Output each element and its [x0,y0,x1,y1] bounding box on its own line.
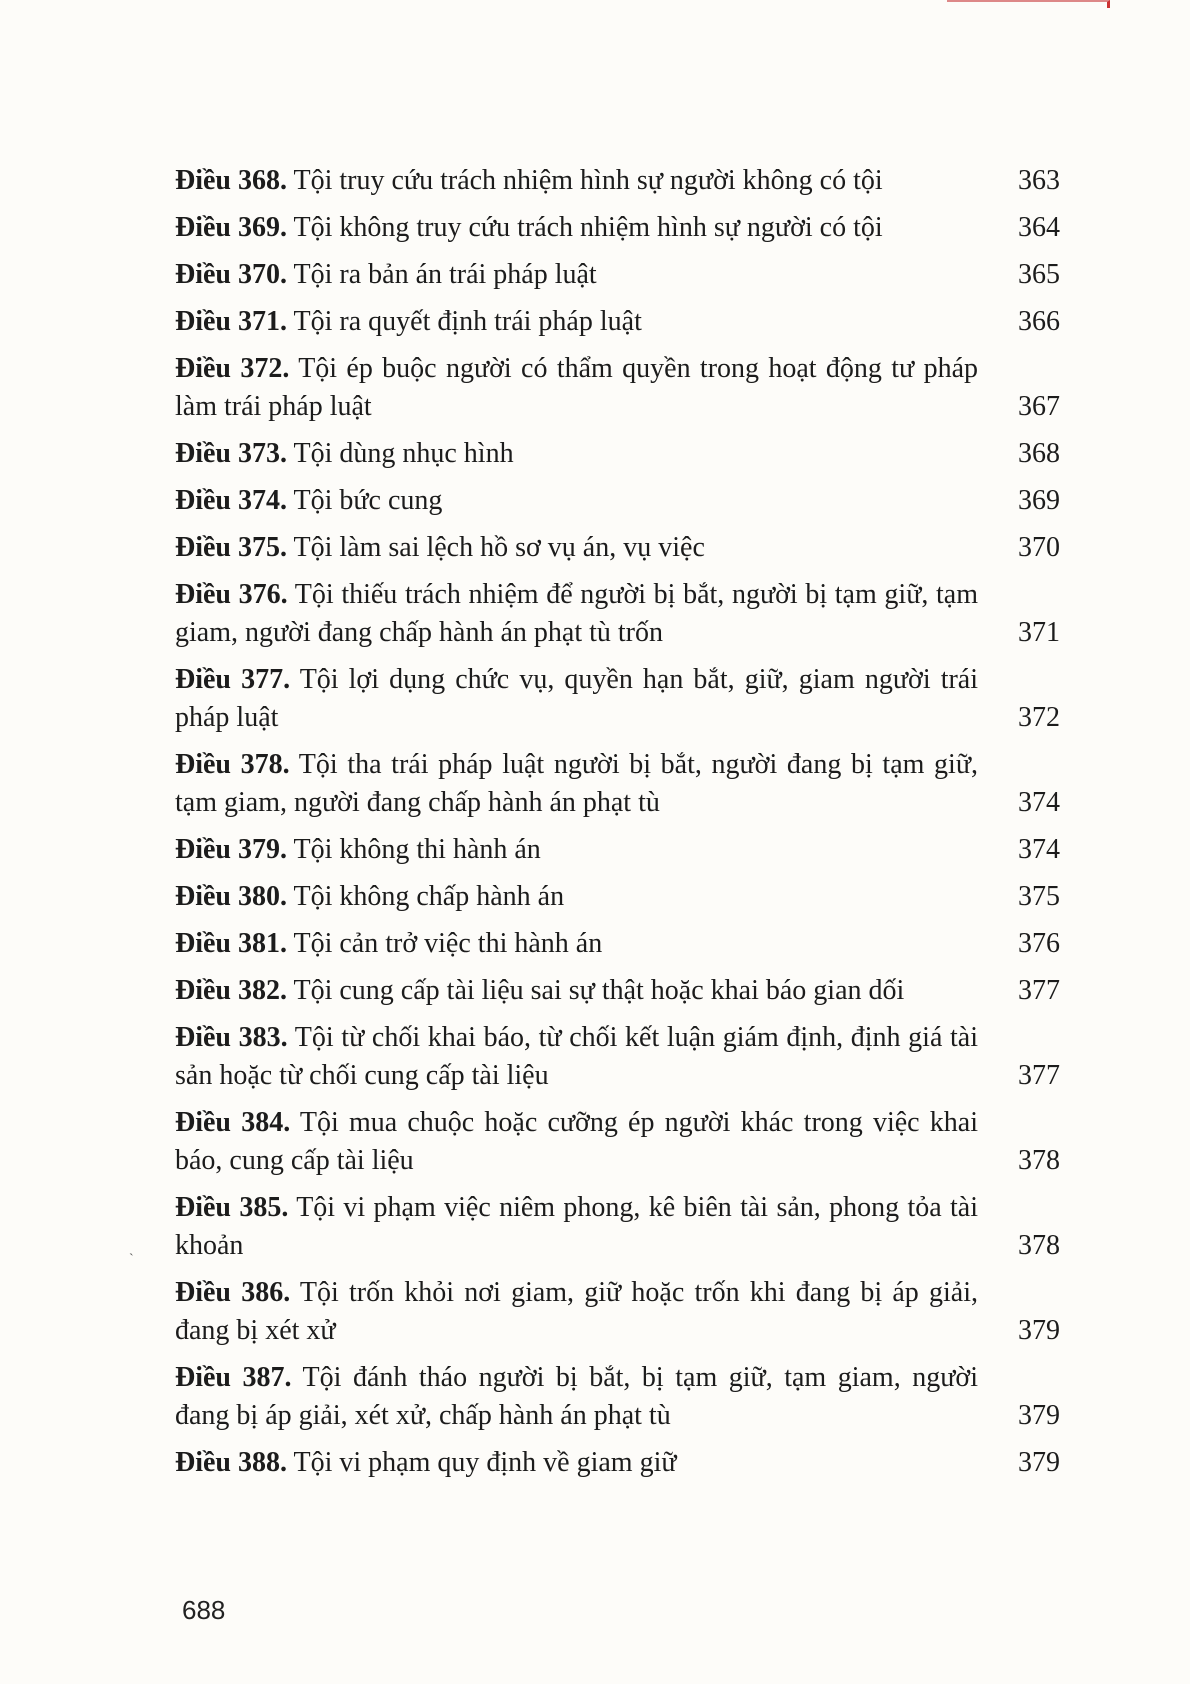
page-number: 688 [182,1595,226,1625]
toc-entry [175,925,1060,963]
toc-page-number: 378 [1018,1145,1060,1176]
article-number: Điều 368. [175,165,287,196]
toc-entry [175,529,1060,567]
article-number: Điều 383. [175,1022,288,1053]
toc-entry [175,746,1060,822]
article-title: Tội không chấp hành án [293,881,565,912]
article-title: Tội cung cấp tài liệu sai sự thật hoặc khai báo gian dối [293,975,905,1006]
toc-entry-text [175,435,990,473]
article-number: Điều 371. [175,306,287,337]
article-number: Điều 384. [175,1107,291,1138]
article-title: Tội làm sai lệch hồ sơ vụ án, vụ việc [293,532,705,563]
toc-entry-text [175,303,990,341]
toc-entry-text [175,1189,990,1265]
toc-page-number: 374 [1018,787,1060,818]
toc-page-number: 374 [1018,834,1060,865]
article-title: Tội cản trở việc thi hành án [293,928,603,959]
page-edge-mark [947,0,1110,8]
article-title: Tội không truy cứu trách nhiệm hình sự người có tội [293,212,883,243]
article-title: Tội tha trái pháp luật người bị bắt, người đang bị tạm giữ, tạm giam, người đang chấp hành án phạt tù [175,749,978,818]
toc-page-number: 371 [1018,617,1060,648]
article-number: Điều 377. [175,664,291,695]
toc-entry [175,256,1060,294]
toc-page-number: 378 [1018,1230,1060,1261]
article-number: Điều 387. [175,1362,292,1393]
article-number: Điều 379. [175,834,287,865]
toc-page-number: 379 [1018,1447,1060,1478]
toc-page-number: 379 [1018,1400,1060,1431]
article-title: Tội đánh tháo người bị bắt, bị tạm giữ, tạm giam, người đang bị áp giải, xét xử, chấp hành án phạt tù [175,1362,978,1431]
toc-entry [175,1019,1060,1095]
toc-entry-text [175,878,990,916]
article-title: Tội vi phạm việc niêm phong, kê biên tài sản, phong tỏa tài khoản [175,1192,978,1261]
article-number: Điều 381. [175,928,287,959]
toc-page-number: 365 [1018,259,1060,290]
toc-page-number: 377 [1018,1060,1060,1091]
toc-entry [175,661,1060,737]
article-number: Điều 380. [175,881,287,912]
toc-page-number: 370 [1018,532,1060,563]
article-number: Điều 374. [175,485,287,516]
toc-entry-text [175,831,990,869]
article-number: Điều 375. [175,532,287,563]
article-title: Tội thiếu trách nhiệm để người bị bắt, người bị tạm giữ, tạm giam, người đang chấp hành án phạt tù trốn [175,579,978,648]
article-title: Tội bức cung [293,485,443,516]
article-number: Điều 382. [175,975,287,1006]
toc-page-number: 367 [1018,391,1060,422]
toc-entry-text [175,576,990,652]
toc-page-number: 364 [1018,212,1060,243]
toc-entry [175,1444,1060,1482]
stray-mark: ˋ [129,1252,134,1267]
toc-entry-text [175,1359,990,1435]
toc-entry [175,576,1060,652]
toc-page-number: 377 [1018,975,1060,1006]
article-number: Điều 372. [175,353,290,384]
toc-entry-text [175,209,990,247]
table-of-contents [175,162,1060,1491]
article-title: Tội lợi dụng chức vụ, quyền hạn bắt, giữ, giam người trái pháp luật [175,664,979,733]
article-title: Tội truy cứu trách nhiệm hình sự người không có tội [293,165,883,196]
article-title: Tội vi phạm quy định về giam giữ [293,1447,677,1478]
article-number: Điều 388. [175,1447,287,1478]
toc-entry-text [175,1019,990,1095]
article-title: Tội mua chuộc hoặc cưỡng ép người khác trong việc khai báo, cung cấp tài liệu [175,1107,979,1176]
toc-page-number: 376 [1018,928,1060,959]
article-number: Điều 385. [175,1192,289,1223]
toc-entry [175,1189,1060,1265]
toc-page-number: 375 [1018,881,1060,912]
toc-page-number: 366 [1018,306,1060,337]
toc-entry [175,1359,1060,1435]
toc-entry-text [175,1104,990,1180]
toc-entry-text [175,925,990,963]
toc-entry-text [175,162,990,200]
toc-page-number: 372 [1018,702,1060,733]
toc-entry [175,162,1060,200]
article-number: Điều 378. [175,749,290,780]
article-number: Điều 386. [175,1277,291,1308]
toc-page-number: 368 [1018,438,1060,469]
article-title: Tội ra quyết định trái pháp luật [293,306,642,337]
toc-entry-text [175,1444,990,1482]
toc-entry [175,303,1060,341]
toc-page-number: 379 [1018,1315,1060,1346]
article-title: Tội ra bản án trái pháp luật [293,259,597,290]
toc-entry-text [175,350,990,426]
toc-entry [175,831,1060,869]
article-number: Điều 369. [175,212,287,243]
toc-entry-text [175,1274,990,1350]
toc-entry [175,878,1060,916]
toc-page-number: 369 [1018,485,1060,516]
toc-entry [175,209,1060,247]
toc-entry-text [175,746,990,822]
toc-entry [175,350,1060,426]
article-number: Điều 370. [175,259,287,290]
toc-entry-text [175,482,990,520]
article-title: Tội trốn khỏi nơi giam, giữ hoặc trốn khi đang bị áp giải, đang bị xét xử [175,1277,978,1346]
toc-entry-text [175,972,990,1010]
toc-entry-text [175,256,990,294]
article-title: Tội không thi hành án [293,834,541,865]
article-number: Điều 376. [175,579,288,610]
article-title: Tội từ chối khai báo, từ chối kết luận giám định, định giá tài sản hoặc từ chối cung cấp tài liệu [175,1022,979,1091]
toc-entry [175,1104,1060,1180]
toc-entry [175,972,1060,1010]
toc-page-number: 363 [1018,165,1060,196]
article-title: Tội dùng nhục hình [293,438,514,469]
toc-entry [175,482,1060,520]
toc-entry [175,1274,1060,1350]
toc-entry [175,435,1060,473]
article-number: Điều 373. [175,438,287,469]
toc-entry-text [175,661,990,737]
article-title: Tội ép buộc người có thẩm quyền trong hoạt động tư pháp làm trái pháp luật [175,353,978,422]
toc-entry-text [175,529,990,567]
